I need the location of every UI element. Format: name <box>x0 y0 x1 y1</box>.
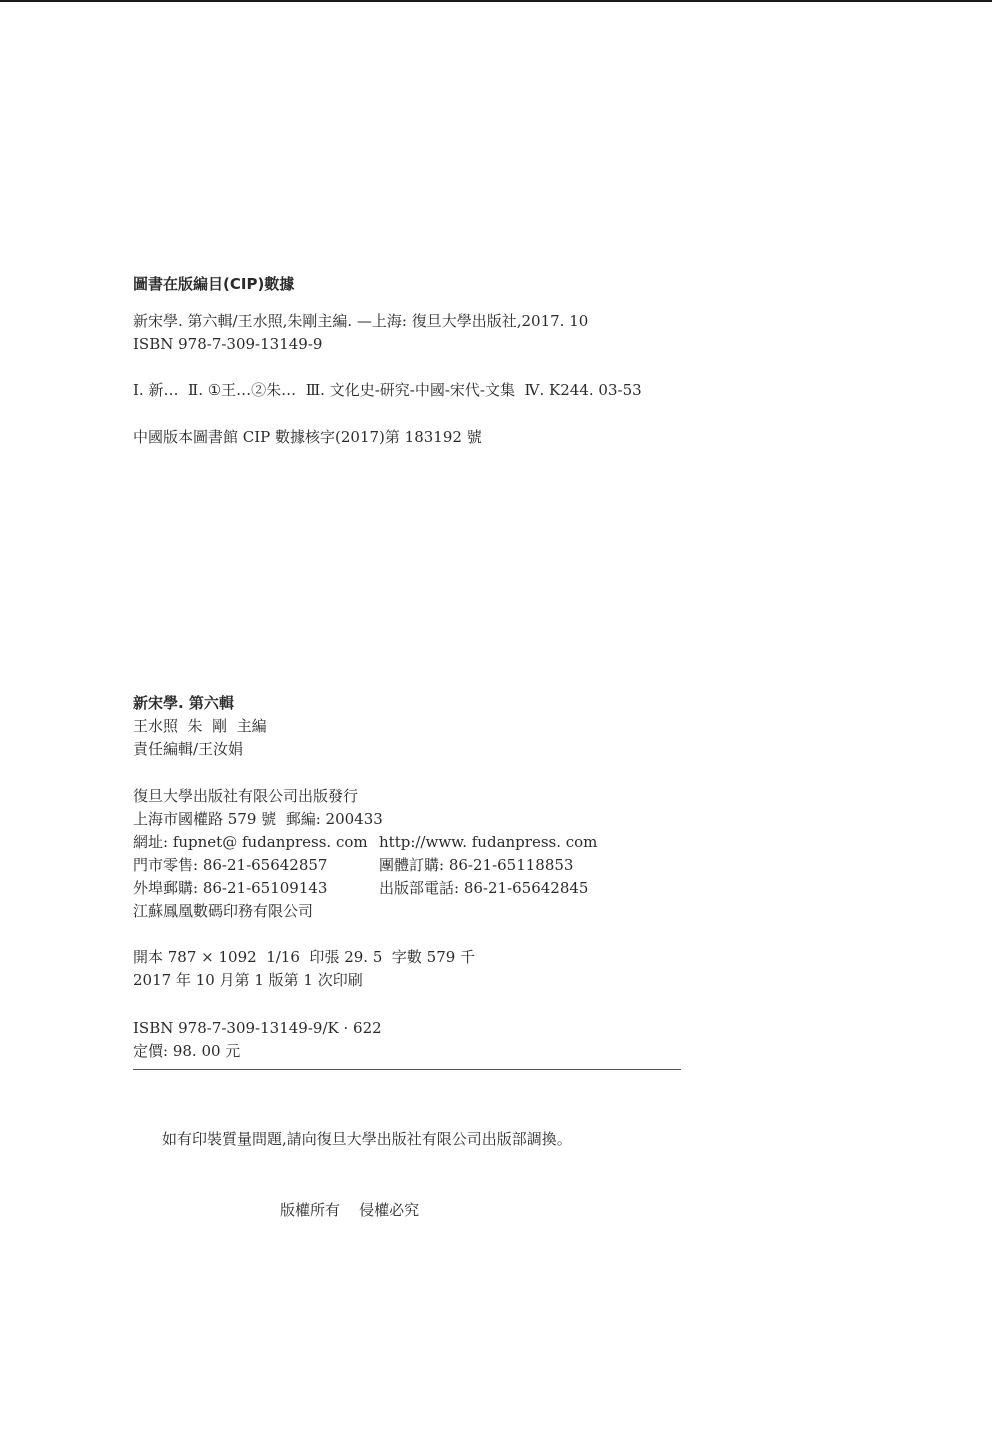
notice-line-2: 版權所有 侵權必究 <box>280 1201 420 1219</box>
edition-line: 2017 年 10 月第 1 版第 1 次印刷 <box>133 971 363 989</box>
publisher-website: http://www. fudanpress. com <box>379 833 598 851</box>
price-block <box>133 1017 382 1063</box>
book-title: 新宋學. 第六輯 <box>133 694 234 712</box>
format-line: 開本 787 × 1092 1/16 印張 29. 5 字數 579 千 <box>133 948 476 966</box>
mail-order-phone: 外埠郵購: 86-21-65109143 <box>133 879 328 897</box>
book-editors: 王水照 朱 剛 主編 <box>133 717 267 735</box>
book-specs <box>133 946 475 992</box>
publishing-dept-phone: 出版部電話: 86-21-65642845 <box>379 879 589 897</box>
publisher-name: 復旦大學出版社有限公司出版發行 <box>133 787 359 805</box>
quality-notice <box>162 1080 572 1246</box>
cip-title-line: 新宋學. 第六輯/王水照,朱剛主編. —上海: 復旦大學出版社,2017. 10 <box>133 312 589 330</box>
cip-heading: 圖書在版編目(CIP)數據 <box>133 275 295 293</box>
printer-name: 江蘇鳳凰數碼印務有限公司 <box>133 902 314 920</box>
notice-divider <box>133 1069 681 1070</box>
publisher-mail-row <box>133 877 597 900</box>
retail-phone: 門市零售: 86-21-65642857 <box>133 856 328 874</box>
isbn-classification: ISBN 978-7-309-13149-9/K · 622 <box>133 1019 382 1037</box>
cip-verification-line: 中國版本圖書館 CIP 數據核字(2017)第 183192 號 <box>133 428 482 446</box>
group-order-phone: 團體訂購: 86-21-65118853 <box>379 856 574 874</box>
publisher-email: 網址: fupnet@ fudanpress. com <box>133 833 368 851</box>
publisher-address: 上海市國權路 579 號 郵編: 200433 <box>133 810 383 828</box>
cip-block <box>133 273 294 296</box>
publisher-retail-row <box>133 854 597 877</box>
book-info <box>133 692 267 761</box>
notice-line-1: 如有印裝質量問題,請向復旦大學出版社有限公司出版部調換。 <box>162 1130 572 1148</box>
cip-classification <box>133 379 642 402</box>
price-line: 定價: 98. 00 元 <box>133 1042 241 1060</box>
publisher-info <box>133 785 597 923</box>
responsible-editor: 責任編輯/王汝娟 <box>133 740 244 758</box>
top-border-rule <box>0 0 992 2</box>
cip-verification <box>133 426 482 449</box>
cip-classification-line: Ⅰ. 新… Ⅱ. ①王…②朱… Ⅲ. 文化史-研究-中國-宋代-文集 Ⅳ. K244. 03-53 <box>133 381 642 399</box>
cip-isbn-line: ISBN 978-7-309-13149-9 <box>133 335 323 353</box>
cip-record <box>133 310 588 356</box>
publisher-web-row <box>133 831 597 854</box>
